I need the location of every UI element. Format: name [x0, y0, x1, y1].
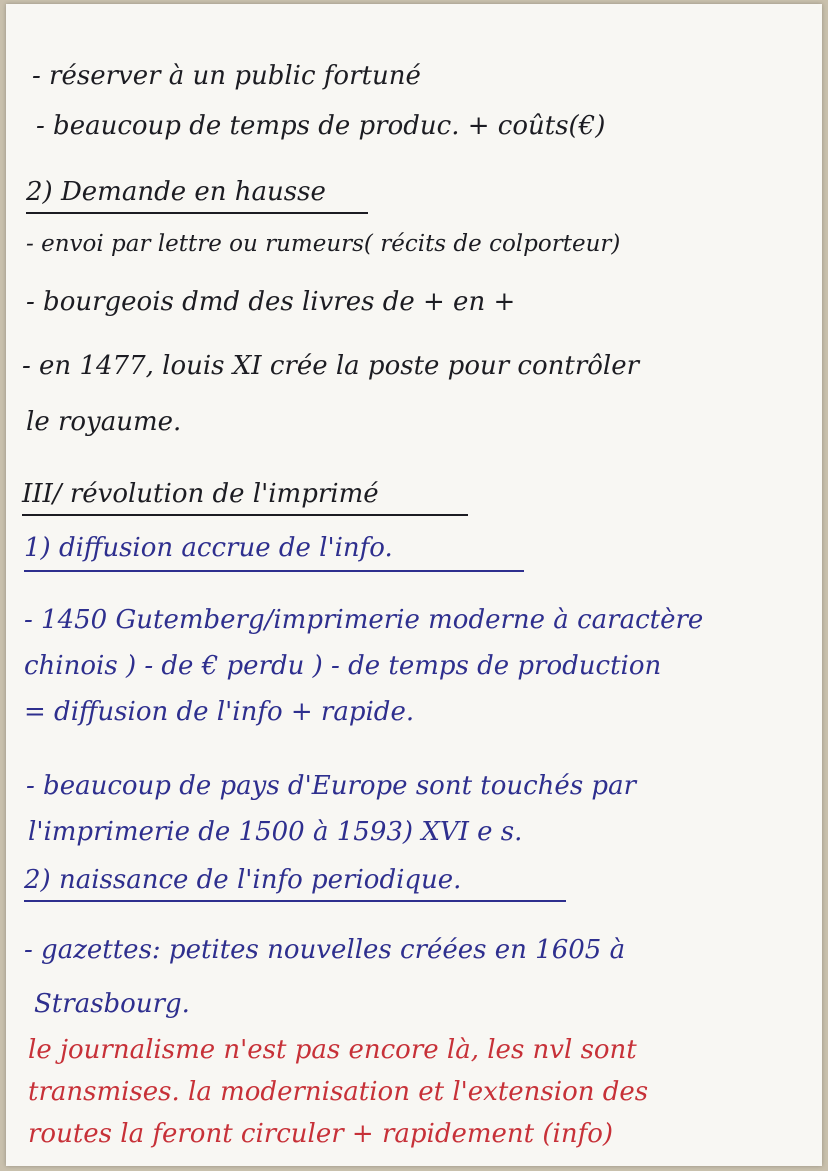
note-line: l'imprimerie de 1500 à 1593) XVI e s.: [28, 817, 523, 847]
subsection-heading: 1) diffusion accrue de l'info.: [24, 533, 393, 563]
note-line: - en 1477, louis XI crée la poste pour contrôler: [22, 351, 640, 381]
note-line: - gazettes: petites nouvelles créées en 1605 à: [24, 935, 626, 965]
note-line: - beaucoup de temps de produc. + coûts(€): [36, 111, 606, 141]
section-heading: 2) Demande en hausse: [26, 177, 326, 207]
subsection-heading: 2) naissance de l'info periodique.: [24, 865, 462, 895]
heading-underline: [26, 212, 368, 214]
heading-underline: [24, 900, 566, 902]
note-line: - 1450 Gutemberg/imprimerie moderne à caractère: [24, 605, 704, 635]
note-line: = diffusion de l'info + rapide.: [24, 697, 415, 727]
notebook-page: [6, 4, 822, 1166]
note-line: - réserver à un public fortuné: [32, 61, 421, 91]
heading-underline: [24, 570, 524, 572]
note-line-red: routes la feront circuler + rapidement (info): [28, 1119, 613, 1149]
note-line-red: transmises. la modernisation et l'extension des: [28, 1077, 649, 1107]
heading-underline: [22, 514, 468, 516]
note-line: le royaume.: [26, 407, 182, 437]
part-heading: III/ révolution de l'imprimé: [22, 479, 379, 509]
note-line: Strasbourg.: [34, 989, 190, 1019]
note-line: - envoi par lettre ou rumeurs( récits de colporteur): [26, 231, 621, 257]
note-line-red: le journalisme n'est pas encore là, les nvl sont: [28, 1035, 637, 1065]
note-line: - bourgeois dmd des livres de + en +: [26, 287, 516, 317]
note-line: chinois ) - de € perdu ) - de temps de production: [24, 651, 662, 681]
note-line: - beaucoup de pays d'Europe sont touchés par: [26, 771, 636, 801]
